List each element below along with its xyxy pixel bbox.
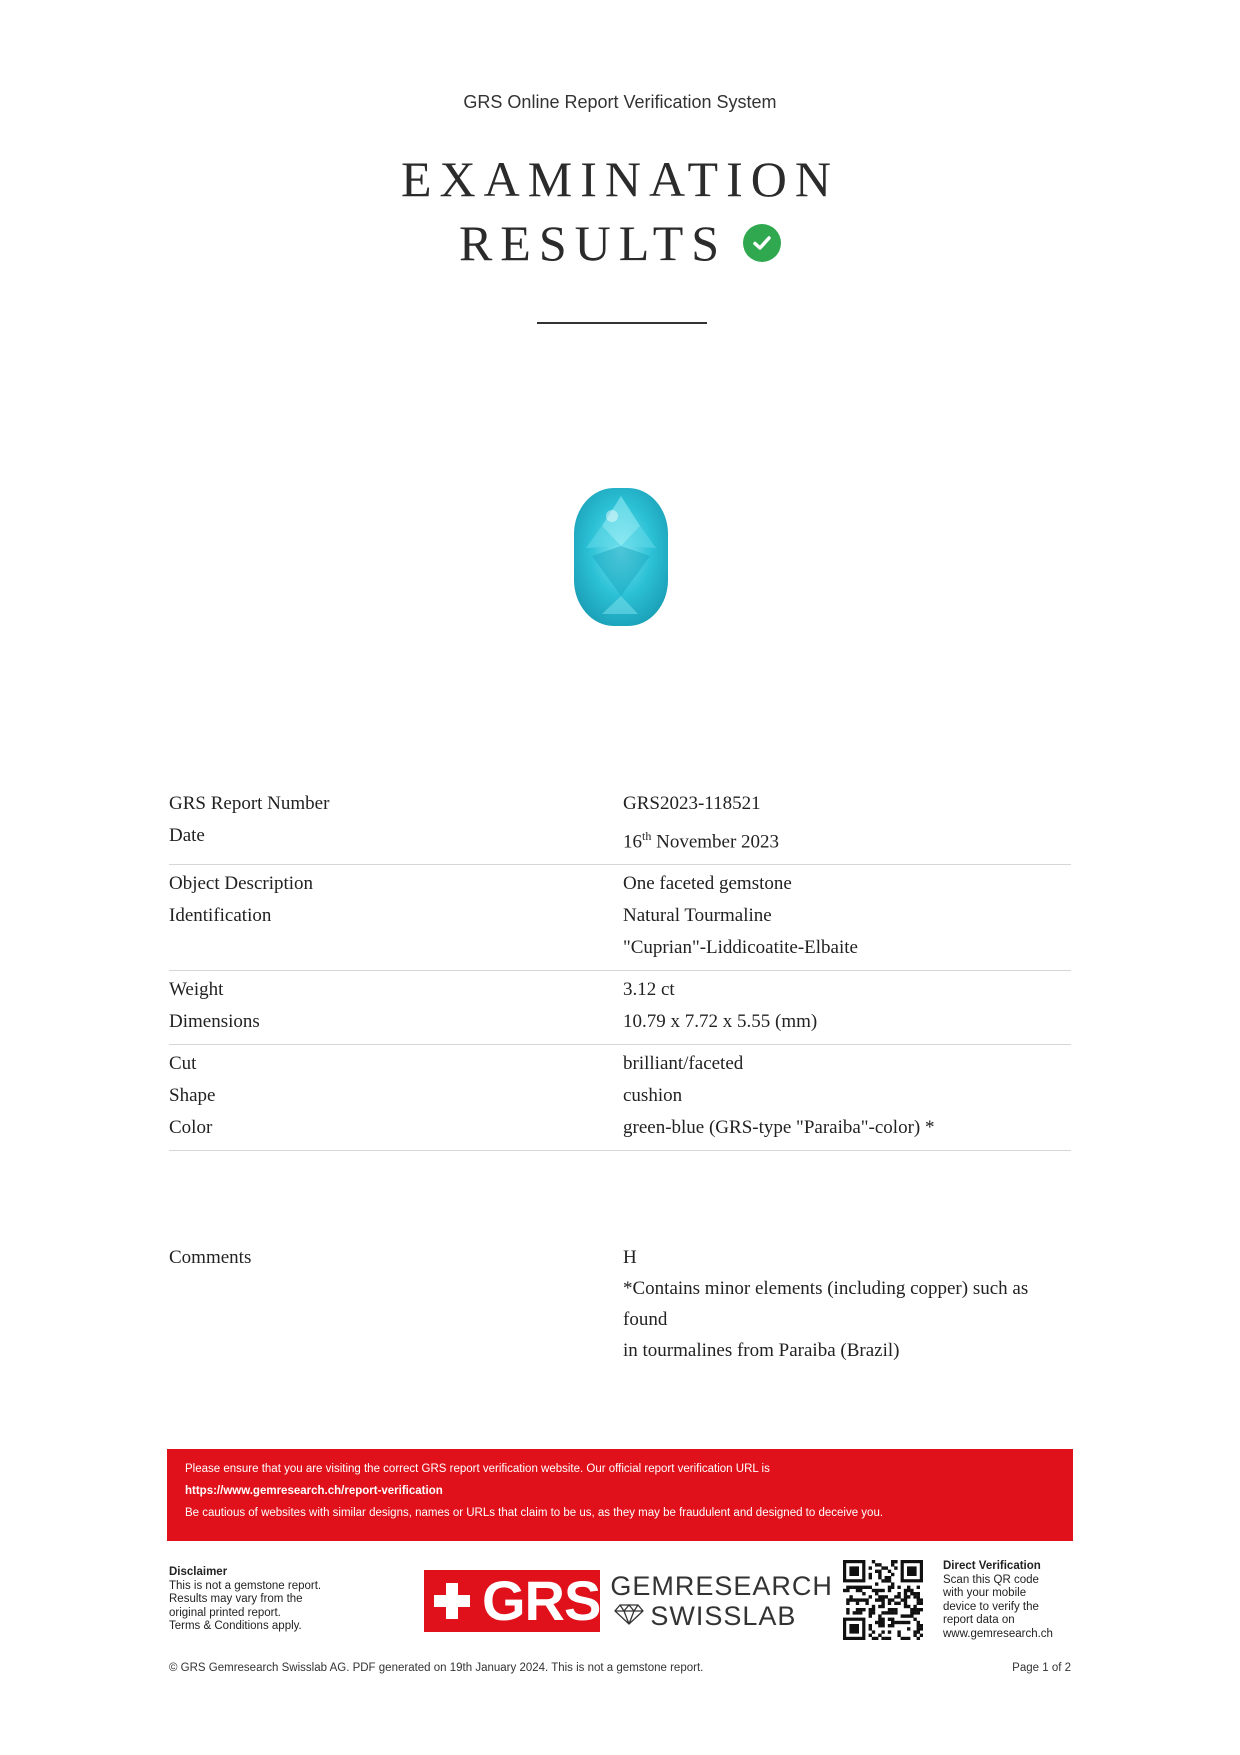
label xyxy=(169,932,623,964)
warning-line: Please ensure that you are visiting the correct GRS report verification website. Our official report verification URL is xyxy=(185,1463,770,1475)
value: green-blue (GRS-type "Paraiba"-color) * xyxy=(623,1117,935,1139)
row-date xyxy=(169,820,1071,858)
date-suffix: th xyxy=(642,829,652,843)
system-title: GRS Online Report Verification System xyxy=(463,92,777,112)
value-date xyxy=(623,820,1071,858)
group-measurements xyxy=(169,971,1071,1045)
heading-results: RESULTS xyxy=(458,215,728,271)
footer-copyright: © GRS Gemresearch Swisslab AG. PDF generated on 19th January 2024. This is not a gemstone report. xyxy=(169,1662,704,1674)
value: GRS2023-118521 xyxy=(623,793,761,814)
heading-results-row xyxy=(0,214,1240,272)
row-dimensions xyxy=(169,1006,1071,1038)
verification-warning-banner xyxy=(167,1449,1073,1541)
logo-line1: GEMRESEARCH xyxy=(610,1571,833,1601)
comments-label: Comments xyxy=(169,1247,252,1268)
comment-line: found xyxy=(623,1309,668,1330)
comment-line: *Contains minor elements (including copper) such as xyxy=(623,1278,1029,1299)
comment-line: in tourmalines from Paraiba (Brazil) xyxy=(623,1340,900,1361)
value: 3.12 ct xyxy=(623,979,675,1001)
group-report xyxy=(169,785,1071,865)
row-object-description xyxy=(169,868,1071,900)
row-color xyxy=(169,1112,1071,1144)
value: brilliant/faceted xyxy=(623,1053,744,1075)
value: cushion xyxy=(623,1085,683,1107)
warning-line: Be cautious of websites with similar designs, names or URLs that claim to be us, as they may be fraudulent and designed to deceive you. xyxy=(185,1507,884,1519)
logo-mark xyxy=(424,1570,600,1632)
report-details-table xyxy=(169,785,1071,1151)
disclaimer xyxy=(169,1566,369,1634)
label: Object Description xyxy=(169,873,314,895)
grs-logo xyxy=(424,1568,833,1634)
disclaimer-line: Results may vary from the xyxy=(169,1593,303,1605)
date-rest: November 2023 xyxy=(651,831,780,853)
comment-line: H xyxy=(623,1247,637,1268)
disclaimer-line: This is not a gemstone report. xyxy=(169,1579,322,1592)
label: Weight xyxy=(169,979,224,1001)
row-shape xyxy=(169,1080,1071,1112)
direct-verification xyxy=(943,1560,1083,1641)
direct-line: report data on xyxy=(943,1614,1015,1626)
row-cut xyxy=(169,1048,1071,1080)
logo-line2: SWISSLAB xyxy=(650,1601,797,1631)
gemstone-photo xyxy=(572,486,670,628)
label: GRS Report Number xyxy=(169,793,330,814)
label: Dimensions xyxy=(169,1011,260,1033)
logo-line2-row xyxy=(610,1601,833,1631)
group-appearance xyxy=(169,1045,1071,1151)
title-divider xyxy=(537,322,707,324)
disclaimer-line: Terms & Conditions apply. xyxy=(169,1620,302,1632)
label: Shape xyxy=(169,1085,216,1107)
check-circle-icon xyxy=(743,224,781,262)
diamond-icon xyxy=(614,1601,644,1631)
group-object xyxy=(169,865,1071,971)
direct-line: www.gemresearch.ch xyxy=(943,1627,1053,1640)
row-identification-species xyxy=(169,932,1071,964)
logo-wordmark xyxy=(610,1571,833,1631)
label: Color xyxy=(169,1117,213,1139)
label: Identification xyxy=(169,905,272,927)
verification-url-link[interactable]: https://www.gemresearch.ch/report-verification xyxy=(185,1485,443,1497)
label: Date xyxy=(169,825,205,846)
row-identification xyxy=(169,900,1071,932)
comments-section xyxy=(169,1242,1071,1366)
value: 10.79 x 7.72 x 5.55 (mm) xyxy=(623,1011,818,1033)
direct-verification-heading: Direct Verification xyxy=(943,1560,1041,1572)
qr-code[interactable] xyxy=(843,1560,923,1640)
value: "Cuprian"-Liddicoatite-Elbaite xyxy=(623,937,858,959)
direct-line: Scan this QR code xyxy=(943,1573,1039,1586)
row-report-number xyxy=(169,788,1071,820)
direct-line: with your mobile xyxy=(943,1587,1027,1599)
comments-text xyxy=(623,1242,1071,1366)
label: Cut xyxy=(169,1053,197,1075)
disclaimer-heading: Disclaimer xyxy=(169,1566,228,1578)
page-number: Page 1 of 2 xyxy=(1012,1662,1071,1674)
value: Natural Tourmaline xyxy=(623,905,772,927)
value: One faceted gemstone xyxy=(623,873,792,895)
swiss-cross-icon xyxy=(430,1579,474,1623)
date-day: 16 xyxy=(623,831,642,853)
heading-examination: EXAMINATION xyxy=(401,151,839,207)
row-weight xyxy=(169,974,1071,1006)
logo-grs-text: GRS xyxy=(482,1569,601,1632)
direct-line: device to verify the xyxy=(943,1600,1039,1613)
disclaimer-line: original printed report. xyxy=(169,1606,281,1619)
